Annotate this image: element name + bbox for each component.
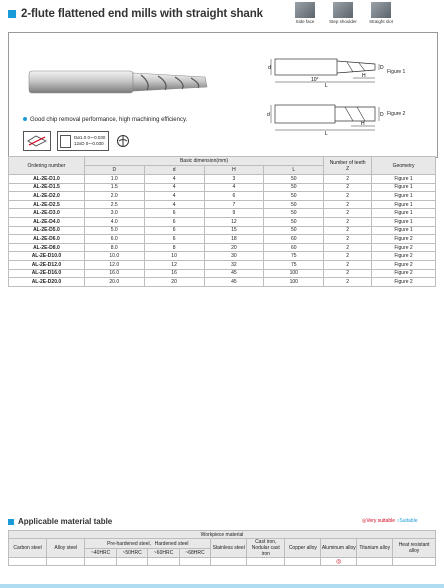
type-label: Step shoulder	[329, 19, 357, 24]
d-cell: 6	[144, 217, 204, 226]
hrc-68-cell	[179, 558, 210, 566]
end-mill-step-shoulder-icon	[333, 2, 353, 18]
table-row	[9, 183, 436, 192]
hrc-60-header: ~60HRC	[148, 548, 179, 558]
feature-text: Good chip removal performance, high machining efficiency.	[30, 117, 188, 123]
materials-marker	[8, 519, 14, 525]
footer-strip	[0, 584, 444, 588]
page-title: 2-flute flattened end mills with straight shank	[21, 8, 263, 20]
table-row	[9, 209, 436, 218]
figure-1-angle-label: 10°	[311, 77, 319, 83]
legend-suitable: ○Suitable	[396, 518, 418, 524]
figure-1-H-label: H	[362, 73, 366, 79]
geometry-cell: Figure 2	[372, 235, 436, 244]
D-cell: 2.0	[84, 192, 144, 201]
teeth-cell: 2	[324, 252, 372, 261]
H-cell: 45	[204, 278, 264, 287]
teeth-cell: 2	[324, 260, 372, 269]
table-row	[9, 252, 436, 261]
prehardened-header: Pre-hardened steel、Hardened steel	[85, 539, 211, 549]
H-cell: 15	[204, 226, 264, 235]
hrc-50-cell	[116, 558, 147, 566]
L-cell: 50	[264, 192, 324, 201]
header-D: D	[84, 166, 144, 175]
H-cell: 9	[204, 209, 264, 218]
L-cell: 50	[264, 226, 324, 235]
header-geometry: Geometry	[372, 157, 436, 175]
table-row	[9, 217, 436, 226]
material-suitability-icon	[23, 131, 51, 151]
teeth-cell: 2	[324, 235, 372, 244]
tolerance-symbol-icon	[60, 135, 71, 148]
table-row	[9, 260, 436, 269]
geometry-cell: Figure 2	[372, 269, 436, 278]
H-cell: 20	[204, 243, 264, 252]
hrc-40-header: ~40HRC	[85, 548, 116, 558]
d-cell: 16	[144, 269, 204, 278]
type-side-face	[290, 2, 320, 24]
L-cell: 50	[264, 183, 324, 192]
L-cell: 60	[264, 235, 324, 244]
cast-iron-cell	[247, 558, 285, 566]
figure-2-d-label: d	[267, 112, 270, 118]
page-header	[8, 6, 263, 22]
hrc-60-cell	[148, 558, 179, 566]
d-cell: 6	[144, 226, 204, 235]
D-cell: 10.0	[84, 252, 144, 261]
table-row	[9, 226, 436, 235]
materials-heading	[8, 517, 112, 526]
H-cell: 3	[204, 175, 264, 184]
L-cell: 100	[264, 278, 324, 287]
geometry-cell: Figure 1	[372, 200, 436, 209]
titanium-header: Titanium alloy	[357, 539, 393, 558]
geometry-cell: Figure 1	[372, 192, 436, 201]
teeth-cell: 2	[324, 269, 372, 278]
feature-note	[23, 117, 187, 123]
H-cell: 4	[204, 183, 264, 192]
figure-1-L-label: L	[325, 83, 328, 87]
teeth-cell: 2	[324, 278, 372, 287]
geometry-cell: Figure 1	[372, 226, 436, 235]
geometry-cell: Figure 2	[372, 278, 436, 287]
L-cell: 50	[264, 217, 324, 226]
type-straight-slot	[366, 2, 396, 24]
teeth-cell: 2	[324, 209, 372, 218]
ordering-number-cell: AL-2E-D12.0	[9, 260, 85, 269]
product-panel	[8, 32, 438, 158]
tolerance-line-2: 12xD 0~-0.030	[74, 141, 104, 146]
figure-2-label: Figure 2	[387, 111, 406, 117]
machining-types	[290, 2, 396, 24]
geometry-cell: Figure 1	[372, 183, 436, 192]
D-cell: 5.0	[84, 226, 144, 235]
L-cell: 50	[264, 200, 324, 209]
D-cell: 16.0	[84, 269, 144, 278]
H-cell: 32	[204, 260, 264, 269]
L-cell: 100	[264, 269, 324, 278]
workpiece-header: Workpiece material	[9, 531, 436, 539]
ordering-number-cell: AL-2E-D1.5	[9, 183, 85, 192]
header-teeth	[324, 157, 372, 175]
type-label: Side face	[295, 19, 315, 24]
table-row	[9, 192, 436, 201]
materials-title: Applicable material table	[18, 517, 113, 526]
heat-resistant-header: Heat resistant alloy	[393, 539, 436, 558]
d-cell: 4	[144, 183, 204, 192]
copper-header: Copper alloy	[285, 539, 321, 558]
flute-count-icon	[115, 132, 131, 150]
figure-2-D-label: D	[380, 112, 384, 118]
hrc-40-cell	[85, 558, 116, 566]
d-cell: 10	[144, 252, 204, 261]
ordering-number-cell: AL-2E-D2.0	[9, 192, 85, 201]
d-cell: 4	[144, 192, 204, 201]
tolerance-line-1: Dø1.0 0~-0.030	[74, 135, 106, 140]
ordering-number-cell: AL-2E-D5.0	[9, 226, 85, 235]
figure-1-d-label: d	[268, 65, 271, 71]
geometry-cell: Figure 1	[372, 175, 436, 184]
table-row	[9, 278, 436, 287]
aluminum-suitability-mark: ◎	[321, 558, 357, 566]
d-cell: 4	[144, 200, 204, 209]
ordering-number-cell: AL-2E-D10.0	[9, 252, 85, 261]
H-cell: 6	[204, 192, 264, 201]
header-basic-dimension: Basic dimension(mm)	[84, 157, 323, 166]
stainless-cell	[211, 558, 247, 566]
L-cell: 60	[264, 243, 324, 252]
header-L: L	[264, 166, 324, 175]
aluminum-header: Aluminum alloy	[321, 539, 357, 558]
ordering-number-cell: AL-2E-D4.0	[9, 217, 85, 226]
teeth-cell: 2	[324, 217, 372, 226]
header-H: H	[204, 166, 264, 175]
cast-iron-header: Cast iron, Nodular cast iron	[247, 539, 285, 558]
end-mill-side-face-icon	[295, 2, 315, 18]
D-cell: 20.0	[84, 278, 144, 287]
dimension-table-body	[9, 175, 436, 287]
type-label: Straight slot	[369, 19, 393, 24]
table-row	[9, 175, 436, 184]
table-row	[9, 269, 436, 278]
header-d: d	[144, 166, 204, 175]
ordering-number-cell: AL-2E-D2.5	[9, 200, 85, 209]
L-cell: 50	[264, 209, 324, 218]
legend-very-suitable: ◎Very suitable	[362, 518, 395, 524]
alloy-cell	[47, 558, 85, 566]
teeth-label: Number of teeth	[329, 159, 366, 166]
teeth-cell: 2	[324, 183, 372, 192]
d-cell: 4	[144, 175, 204, 184]
d-cell: 6	[144, 235, 204, 244]
teeth-cell: 2	[324, 243, 372, 252]
d-cell: 12	[144, 260, 204, 269]
table-row	[9, 235, 436, 244]
figure-1-drawing	[267, 47, 387, 87]
dimension-table	[8, 156, 436, 287]
spec-icons	[23, 131, 131, 151]
D-cell: 4.0	[84, 217, 144, 226]
figure-1-D-label: D	[380, 65, 384, 71]
D-cell: 8.0	[84, 243, 144, 252]
figure-1-label: Figure 1	[387, 69, 406, 75]
bullet-dot	[23, 117, 27, 121]
ordering-number-cell: AL-2E-D1.0	[9, 175, 85, 184]
H-cell: 12	[204, 217, 264, 226]
teeth-cell: 2	[324, 200, 372, 209]
alloy-steel-header: Alloy steel	[47, 539, 85, 558]
header-ordering-number: Ordering number	[9, 157, 85, 175]
material-table	[8, 530, 436, 566]
table-row	[9, 243, 436, 252]
geometry-cell: Figure 1	[372, 209, 436, 218]
figure-2-H-label: H	[361, 121, 365, 127]
d-cell: 6	[144, 209, 204, 218]
L-cell: 75	[264, 252, 324, 261]
ordering-number-cell: AL-2E-D8.0	[9, 243, 85, 252]
d-cell: 8	[144, 243, 204, 252]
D-cell: 6.0	[84, 235, 144, 244]
header-marker	[8, 10, 16, 18]
titanium-cell	[357, 558, 393, 566]
ordering-number-cell: AL-2E-D16.0	[9, 269, 85, 278]
D-cell: 2.5	[84, 200, 144, 209]
teeth-cell: 2	[324, 192, 372, 201]
L-cell: 75	[264, 260, 324, 269]
L-cell: 50	[264, 175, 324, 184]
geometry-cell: Figure 2	[372, 260, 436, 269]
ordering-number-cell: AL-2E-D6.0	[9, 235, 85, 244]
heat-resistant-cell	[393, 558, 436, 566]
hrc-50-header: ~50HRC	[116, 548, 147, 558]
D-cell: 1.5	[84, 183, 144, 192]
teeth-cell: 2	[324, 175, 372, 184]
H-cell: 7	[204, 200, 264, 209]
D-cell: 12.0	[84, 260, 144, 269]
hrc-68-header: ~68HRC	[179, 548, 210, 558]
figure-2-L-label: L	[325, 131, 328, 135]
type-step-shoulder	[328, 2, 358, 24]
teeth-sub-label: Z	[346, 165, 350, 172]
figure-2-drawing	[267, 95, 387, 135]
teeth-cell: 2	[324, 226, 372, 235]
carbon-steel-header: Carbon steel	[9, 539, 47, 558]
geometry-cell: Figure 2	[372, 243, 436, 252]
D-cell: 3.0	[84, 209, 144, 218]
stainless-header: Stainless steel	[211, 539, 247, 558]
table-row	[9, 200, 436, 209]
suitability-legend	[362, 518, 417, 524]
end-mill-straight-slot-icon	[371, 2, 391, 18]
D-cell: 1.0	[84, 175, 144, 184]
tolerance-icon	[57, 131, 109, 151]
H-cell: 18	[204, 235, 264, 244]
d-cell: 20	[144, 278, 204, 287]
end-mill-photo	[23, 53, 213, 113]
H-cell: 45	[204, 269, 264, 278]
geometry-cell: Figure 2	[372, 252, 436, 261]
copper-cell	[285, 558, 321, 566]
geometry-cell: Figure 1	[372, 217, 436, 226]
ordering-number-cell: AL-2E-D3.0	[9, 209, 85, 218]
H-cell: 30	[204, 252, 264, 261]
ordering-number-cell: AL-2E-D20.0	[9, 278, 85, 287]
carbon-cell	[9, 558, 47, 566]
